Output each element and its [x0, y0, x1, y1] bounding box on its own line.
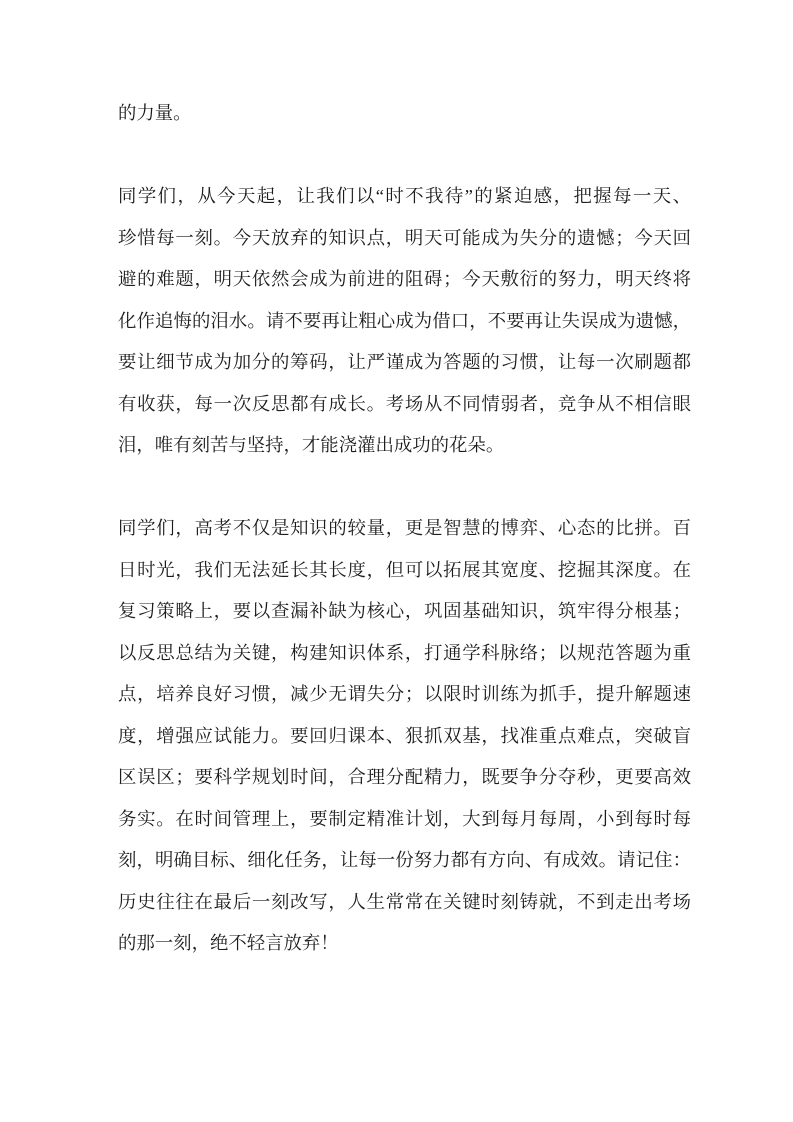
text-line: 同学们，从今天起，让我们以“时不我待”的紧迫感，把握每一天、 [118, 186, 691, 206]
text-line: 化作追悔的泪水。请不要再让粗心成为借口，不要再让失误成为遗憾， [118, 310, 691, 331]
text-line: 点，培养良好习惯，减少无谓失分；以限时训练为抓手，提升解题速 [118, 684, 691, 704]
text-line: 的那一刻，绝不轻言放弃！ [118, 933, 339, 953]
text-line: 珍惜每一刻。今天放弃的知识点，明天可能成为失分的遗憾；今天回 [118, 227, 691, 248]
text-line: 避的难题，明天依然会成为前进的阻碍；今天敷衍的努力，明天终将 [118, 269, 691, 289]
text-line: 务实。在时间管理上，要制定精准计划，大到每月每周，小到每时每 [118, 808, 691, 829]
text-line: 泪，唯有刻苦与坚持，才能浇灌出成功的花朵。 [118, 435, 505, 455]
text-line: 有收获，每一次反思都有成长。考场从不同情弱者，竞争从不相信眼 [118, 393, 691, 414]
text-line: 同学们，高考不仅是知识的较量，更是智慧的博弈、心态的比拼。百 [118, 518, 691, 538]
text-line: 历史往往在最后一刻改写，人生常常在关键时刻铸就，不到走出考场 [118, 891, 691, 912]
document-text-block [118, 93, 691, 965]
text-line: 要让细节成为加分的筹码，让严谨成为答题的习惯，让每一次刷题都 [118, 352, 691, 372]
paragraph [118, 93, 691, 135]
text-line: 的力量。 [118, 103, 192, 123]
text-line: 区误区；要科学规划时间，合理分配精力，既要争分夺秒，更要高效 [118, 767, 691, 787]
text-line: 复习策略上，要以查漏补缺为核心，巩固基础知识，筑牢得分根基； [118, 601, 691, 621]
text-line: 日时光，我们无法延长其长度，但可以拓展其宽度、挖掘其深度。在 [118, 559, 691, 580]
text-line: 以反思总结为关键，构建知识体系，打通学科脉络；以规范答题为重 [118, 642, 691, 663]
paragraph [118, 508, 691, 965]
text-line: 度，增强应试能力。要回归课本、狠抓双基，找准重点难点，突破盲 [118, 725, 691, 746]
paragraph [118, 176, 691, 467]
text-line: 刻，明确目标、细化任务，让每一份努力都有方向、有成效。请记住： [118, 850, 691, 870]
